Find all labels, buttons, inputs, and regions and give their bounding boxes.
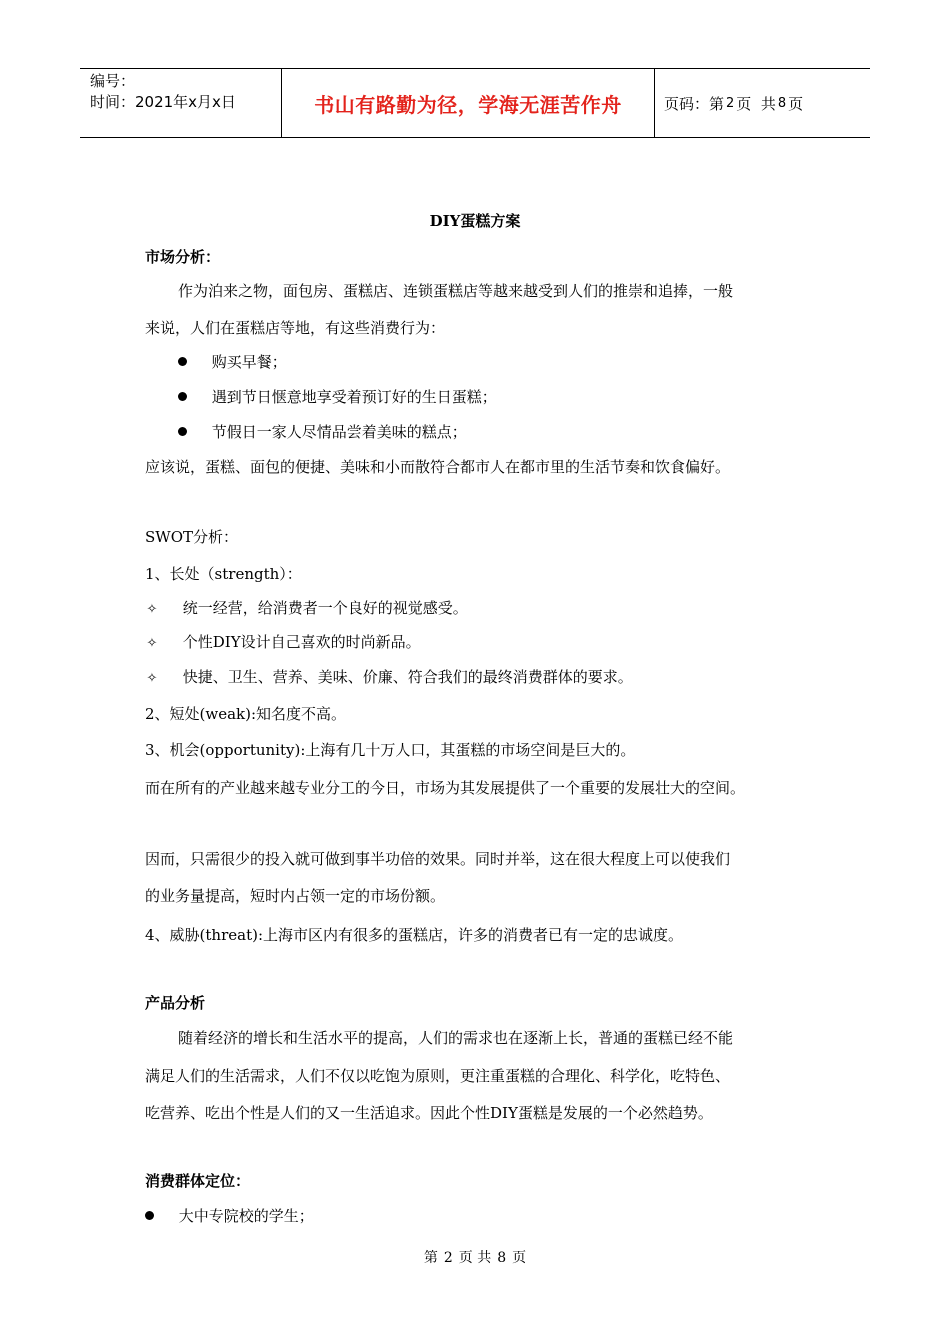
diamond-star-icon: ✧ [146,636,158,651]
consumer-heading: 消费群体定位： [145,1172,251,1190]
market-paragraph-line-1: 作为泊来之物，面包房、蛋糕店、连锁蛋糕店等越来越受到人们的推崇和追捧，一般 [178,282,734,300]
swot-strength-item [145,632,421,654]
swot-threat: 4、威胁(threat):上海市区内有很多的蛋糕店，许多的消费者已有一定的忠诚度。 [145,926,684,944]
swot-heading [145,527,238,547]
consumer-bullet-item [145,1206,314,1226]
page-footer [0,1247,950,1267]
header-meta-cell [80,69,282,137]
header-page-prefix: 页码：第 [664,94,725,113]
page-header [80,68,870,138]
header-page-mid: 页 共 [736,94,776,113]
swot-opportunity-more: 而在所有的产业越来越专业分工的今日，市场为其发展提供了一个重要的发展壮大的空间。 [145,779,746,797]
bullet-dot-icon [178,427,187,436]
header-motto-cell [282,69,655,137]
diamond-star-icon: ✧ [146,602,158,617]
market-conclusion: 应该说，蛋糕、面包的便捷、美味和小而散符合都市人在都市里的生活节奏和饮食偏好。 [145,458,731,476]
product-paragraph-line-2: 满足人们的生活需求，人们不仅以吃饱为原则，更注重蛋糕的合理化、科学化，吃特色、 [145,1067,731,1085]
bullet-dot-icon [178,392,187,401]
swot-strength-item [145,598,468,620]
consumer-bullet-text: 大中专院校的学生； [178,1207,314,1225]
swot-strength-text: 统一经营，给消费者一个良好的视觉感受。 [182,599,468,617]
footer-suffix: 页 [512,1250,527,1266]
swot-strength-heading: 1、长处（strength）： [145,565,302,583]
document-number-label: 编号： [90,72,136,90]
market-bullet-item [178,387,497,407]
product-paragraph-line-3: 吃营养、吃出个性是人们的又一生活追求。因此个性DIY蛋糕是发展的一个必然趋势。 [145,1104,713,1122]
footer-mid: 页 共 [458,1250,492,1266]
swot-strength-item [145,667,633,689]
footer-page-total: 8 [497,1250,507,1266]
header-page-cell [655,69,870,137]
swot-strength-text: 快捷、卫生、营养、美味、价廉、符合我们的最终消费群体的要求。 [182,668,633,686]
swot-therefore-line-1: 因而，只需很少的投入就可做到事半功倍的效果。同时并举，这在很大程度上可以使我们 [145,850,731,868]
market-bullet-item [178,422,467,442]
swot-opportunity: 3、机会(opportunity):上海有几十万人口，其蛋糕的市场空间是巨大的。 [145,741,636,759]
document-title: DIY蛋糕方案 [429,212,521,230]
swot-therefore-line-2: 的业务量提高，短时内占领一定的市场份额。 [145,887,446,905]
footer-prefix: 第 [423,1250,438,1266]
header-page-total: 8 [777,95,787,111]
document-date-label: 时间：2021年x月x日 [90,93,236,111]
footer-page-number: 2 [443,1250,453,1266]
product-paragraph-line-1: 随着经济的增长和生活水平的提高，人们的需求也在逐渐上长，普通的蛋糕已经不能 [178,1029,734,1047]
swot-strength-text: 个性DIY设计自己喜欢的时尚新品。 [182,633,421,651]
bullet-dot-icon [145,1211,154,1220]
market-bullet-text: 购买早餐； [211,353,287,371]
header-page-suffix: 页 [788,94,804,113]
diamond-star-icon: ✧ [146,671,158,686]
header-motto: 书山有路勤为径，学海无涯苦作舟 [314,92,622,117]
market-paragraph-line-2: 来说，人们在蛋糕店等地，有这些消费行为： [145,319,446,337]
market-bullet-item [178,352,287,372]
market-bullet-text: 遇到节日惬意地享受着预订好的生日蛋糕； [211,388,497,406]
bullet-dot-icon [178,357,187,366]
swot-heading-text: SWOT分析： [145,528,238,546]
market-bullet-text: 节假日一家人尽情品尝着美味的糕点； [211,423,467,441]
swot-weak: 2、短处(weak):知名度不高。 [145,705,347,723]
product-heading: 产品分析 [145,994,206,1012]
header-page-number: 2 [726,95,735,111]
market-heading: 市场分析： [145,248,221,266]
